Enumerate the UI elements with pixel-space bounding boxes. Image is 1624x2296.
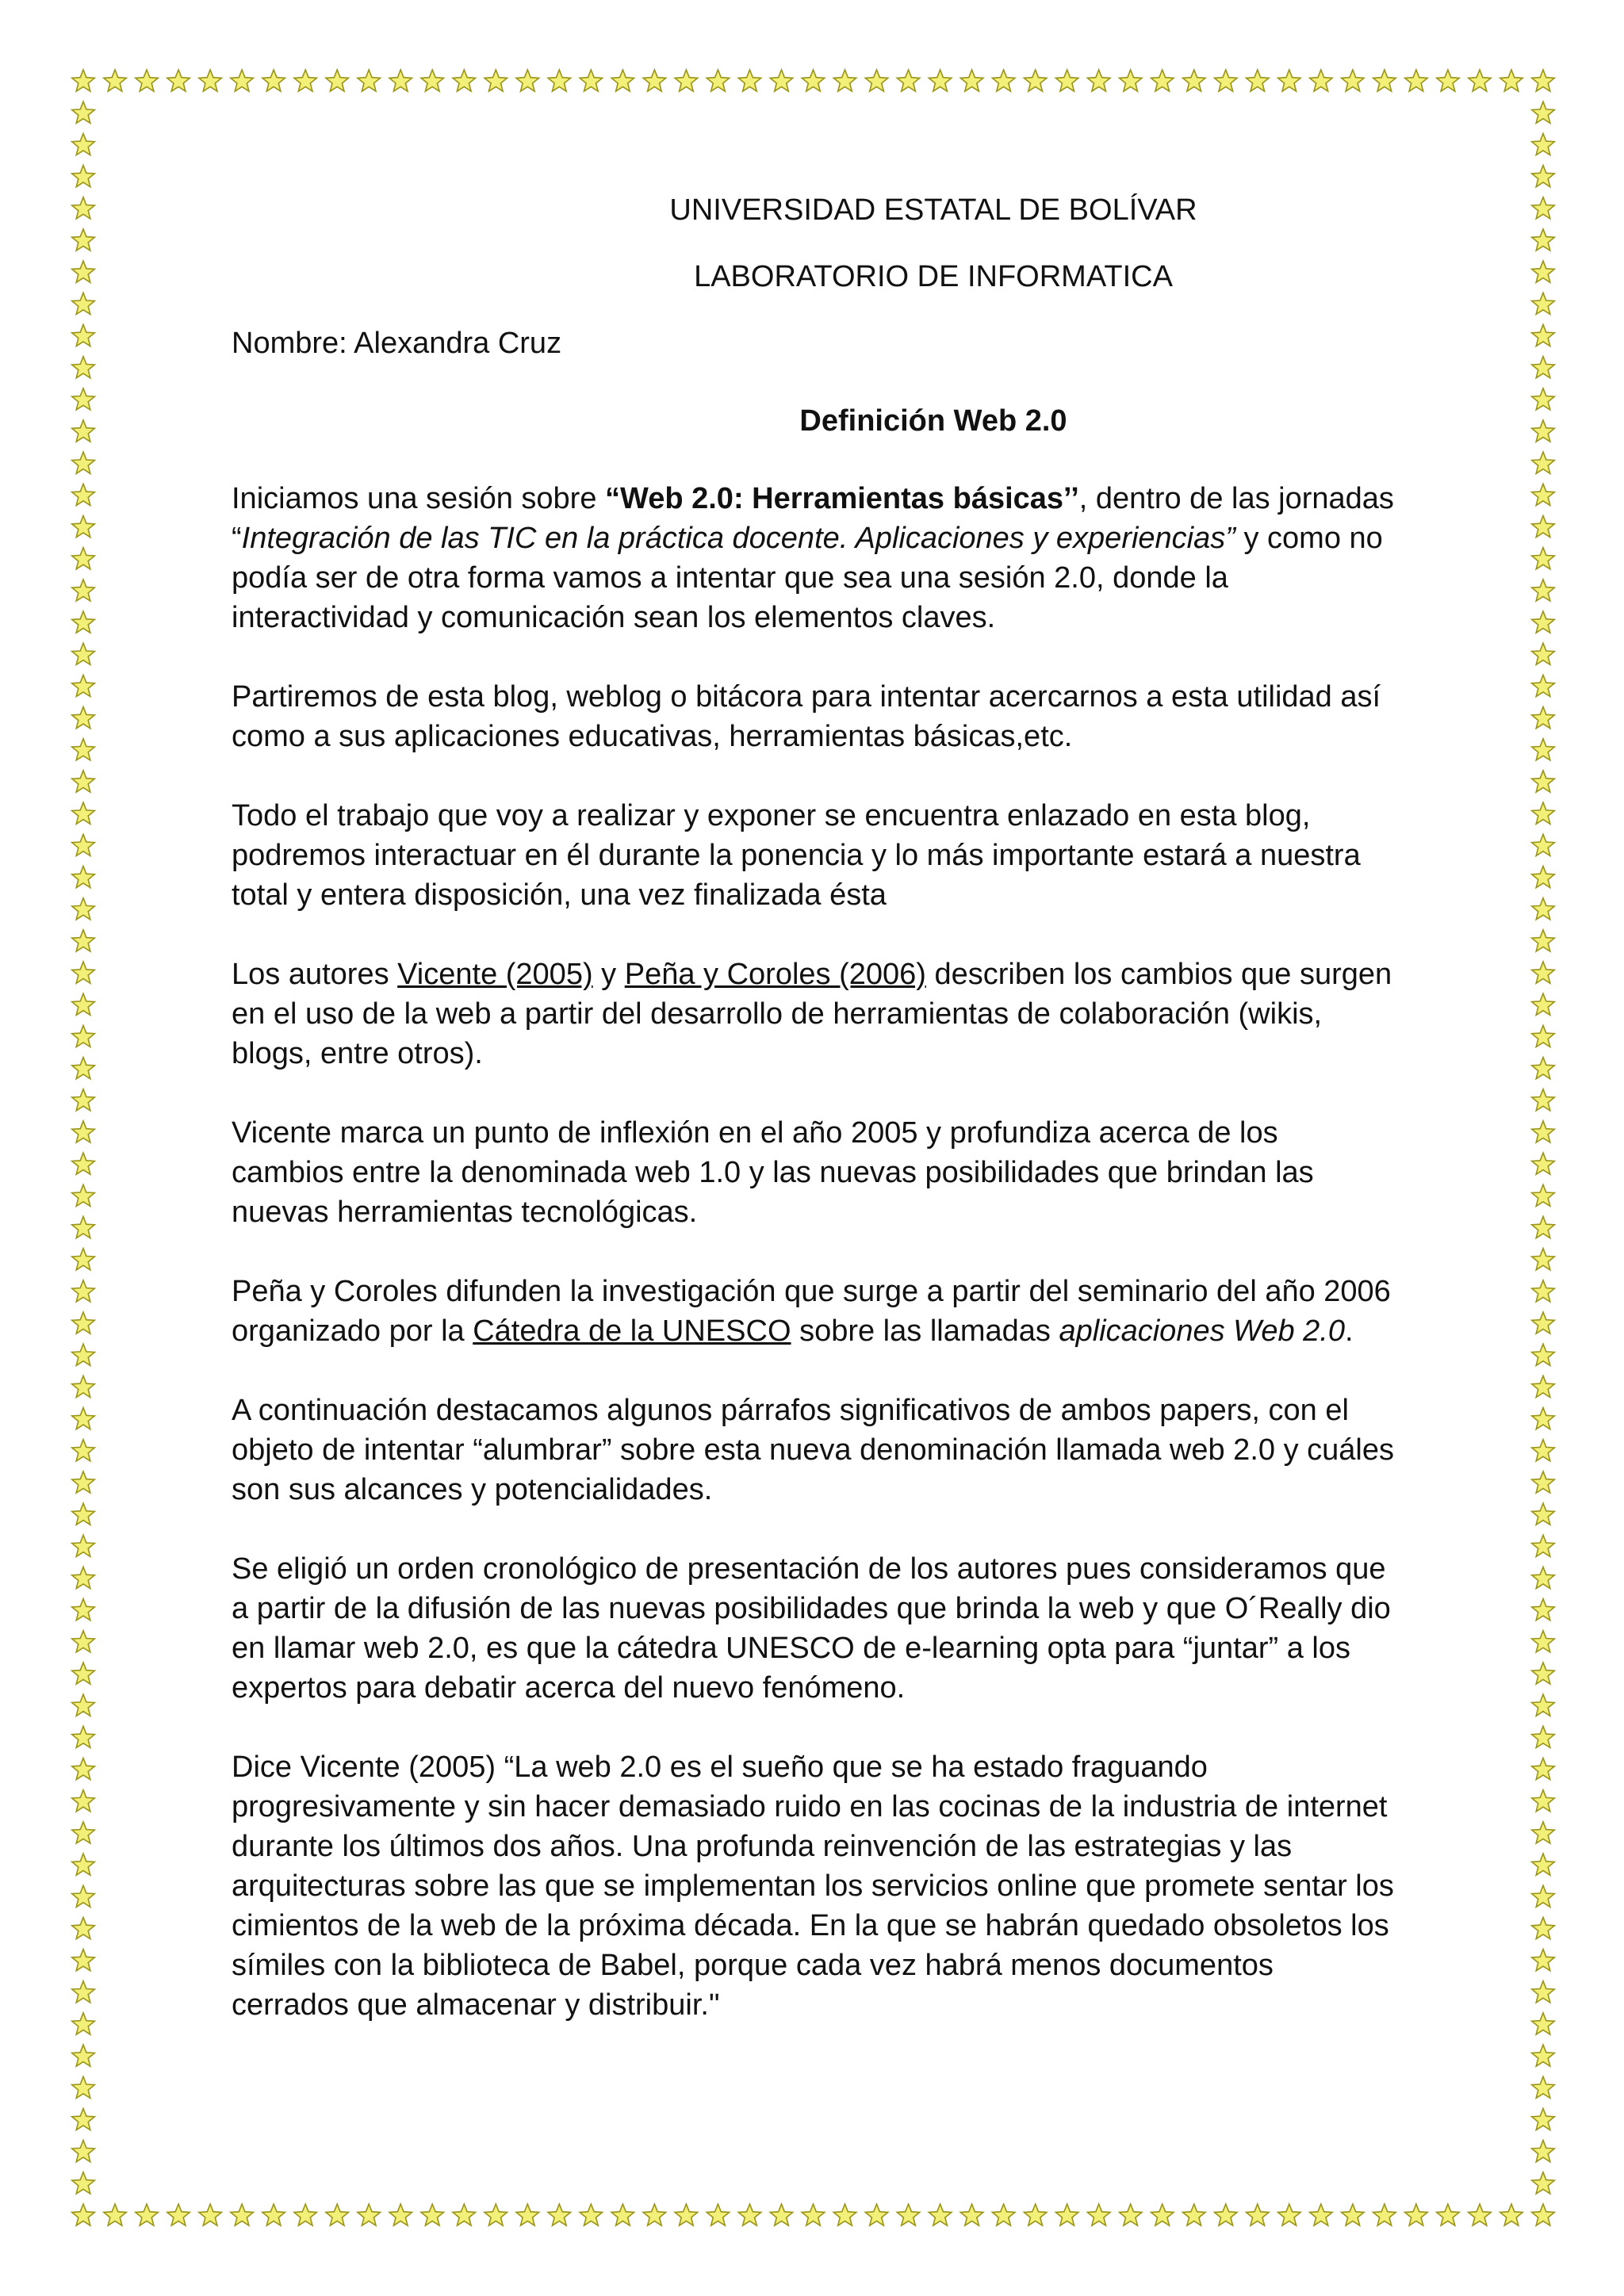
border-star-icon [1532,2141,1555,2162]
document-body [232,190,1397,2064]
border-star-icon [865,2204,888,2225]
border-star-icon [1532,1312,1555,1334]
paragraph-1 [232,479,1397,637]
border-star-icon [1310,70,1333,91]
border-star-icon [485,2204,508,2225]
border-star-icon [992,70,1015,91]
border-star-icon [1120,2204,1143,2225]
border-star-icon [421,2204,444,2225]
border-star-icon [611,70,634,91]
border-star-icon [1469,70,1492,91]
border-star-icon [72,1121,95,1142]
border-star-icon [1469,2204,1492,2225]
border-star-icon [1373,70,1396,91]
border-star-icon [1532,1790,1555,1812]
border-star-icon [580,2204,603,2225]
border-star-icon [231,2204,254,2225]
border-star-icon [1532,1408,1555,1429]
border-star-icon [1405,70,1428,91]
border-star-icon [72,802,95,824]
border-star-icon [1532,771,1555,792]
link-catedra-unesco[interactable]: Cátedra de la UNESCO [473,1314,791,1348]
border-star-icon [1532,1726,1555,1747]
border-star-icon [960,2204,983,2225]
border-star-icon [72,1312,95,1334]
border-star-icon [1500,2204,1523,2225]
border-star-icon [1278,70,1301,91]
border-star-icon [1532,2045,1555,2066]
border-star-icon [1532,834,1555,855]
paragraph-8: Se eligió un orden cronológico de presentación de los autores pues consideramos que a partir de la difusión de las nuevas posibilidades que brinda la web y que O´Really dio en llamar web 2.0, es que la cátedra UNESCO de e-learning opta para “juntar” a los expertos para debatir acerca del nuevo fenómeno. [232,1552,1391,1705]
border-star-icon [1532,739,1555,760]
border-star-icon [1532,675,1555,696]
border-star-icon [389,70,412,91]
border-star-icon [675,70,698,91]
border-star-icon [358,70,381,91]
border-star-icon [72,1440,95,1461]
border-star-icon [1532,580,1555,601]
lab-title: LABORATORIO DE INFORMATICA [694,260,1173,293]
border-star-icon [294,70,317,91]
border-star-icon [643,2204,666,2225]
border-star-icon [72,834,95,855]
paragraph-4 [232,955,1397,1073]
border-star-icon [453,70,476,91]
paragraph-3: Todo el trabajo que voy a realizar y exponer se encuentra enlazado en esta blog, podremos interactuar en él durante la ponencia y lo más importante estará a nuestra total y entera disposición, una vez finalizada ésta [232,799,1361,912]
border-star-icon [1532,930,1555,951]
student-name: Nombre: Alexandra Cruz [232,327,562,360]
border-star-icon [1532,1917,1555,1938]
border-star-icon [897,70,920,91]
border-star-icon [72,1917,95,1938]
border-star-icon [72,1503,95,1525]
border-star-icon [231,70,254,91]
border-star-icon [1532,2204,1555,2225]
border-star-icon [72,197,95,219]
border-star-icon [1405,2204,1428,2225]
border-star-icon [72,1631,95,1652]
border-star-icon [72,739,95,760]
border-star-icon [802,2204,825,2225]
border-star-icon [1373,2204,1396,2225]
p6-text-c: . [1344,1314,1354,1348]
border-star-icon [72,548,95,569]
border-star-icon [1532,1058,1555,1079]
paragraph-9: Dice Vicente (2005) “La web 2.0 es el sueño que se ha estado fraguando progresivamente y sin hacer demasiado ruido en las cocinas de la industria de internet durante los últimos dos años. Una profunda reinvención de las estrategias y las arquitecturas sobre las que se implementan los servicios online que promete sentar los cimientos de la web de la próxima década. En la que se habrán quedado obsoletos los símiles con la biblioteca de Babel, porque cada vez habrá menos documentos cerrados que almacenar y distribuir." [232,1751,1394,2022]
border-star-icon [72,707,95,729]
paragraph-2: Partiremos de esta blog, weblog o bitácora para intentar acercarnos a esta utilidad así como a sus aplicaciones educativas, herramientas básicas,etc. [232,680,1381,753]
border-star-icon [1532,962,1555,983]
border-star-icon [1183,2204,1206,2225]
border-star-icon [1532,420,1555,442]
border-star-icon [1532,1153,1555,1174]
border-star-icon [833,70,856,91]
border-star-icon [960,70,983,91]
border-star-icon [1532,229,1555,251]
border-star-icon [548,70,571,91]
border-star-icon [1183,70,1206,91]
border-star-icon [1437,70,1460,91]
border-star-icon [72,1758,95,1780]
p6-text-b: sobre las llamadas [791,1314,1059,1348]
border-star-icon [72,261,95,282]
border-star-icon [104,70,127,91]
section-heading: Definición Web 2.0 [799,404,1067,438]
border-star-icon [1532,1025,1555,1047]
border-star-icon [1024,70,1047,91]
border-star-icon [1532,1184,1555,1206]
border-star-icon [72,2045,95,2066]
border-star-icon [72,675,95,696]
border-star-icon [1532,1376,1555,1397]
border-star-icon [167,2204,190,2225]
border-star-icon [72,1950,95,1971]
border-star-icon [1532,2109,1555,2130]
border-star-icon [1532,1981,1555,2003]
border-star-icon [1532,1216,1555,1238]
border-star-icon [611,2204,634,2225]
border-star-icon [199,2204,222,2225]
border-star-icon [1532,1694,1555,1716]
border-star-icon [72,1025,95,1047]
border-star-icon [72,580,95,601]
border-star-icon [1532,1950,1555,1971]
border-star-icon [1120,70,1143,91]
p4-text-b: y [592,958,625,991]
border-star-icon [1532,324,1555,346]
link-vicente-2005[interactable]: Vicente (2005) [397,958,593,991]
border-star-icon [72,993,95,1015]
border-star-icon [929,2204,952,2225]
border-star-icon [770,2204,793,2225]
p1-italic-event: Integración de las TIC en la práctica docente. Aplicaciones y experiencias” [241,522,1235,555]
border-star-icon [262,70,285,91]
border-star-icon [72,1089,95,1111]
p6-italic-term: aplicaciones Web 2.0 [1059,1314,1345,1348]
border-star-icon [104,2204,127,2225]
border-star-icon [72,643,95,664]
border-star-icon [1532,484,1555,505]
border-star-icon [72,1376,95,1397]
border-star-icon [1532,993,1555,1015]
border-star-icon [1532,802,1555,824]
border-star-icon [1532,2076,1555,2098]
border-star-icon [136,70,159,91]
border-star-icon [675,2204,698,2225]
border-star-icon [72,133,95,155]
border-star-icon [1532,611,1555,633]
border-star-icon [1532,1854,1555,1875]
border-star-icon [1532,1503,1555,1525]
border-star-icon [1532,1535,1555,1556]
border-star-icon [770,70,793,91]
border-star-icon [1437,2204,1460,2225]
border-star-icon [72,611,95,633]
border-star-icon [1532,516,1555,538]
paragraph-5: Vicente marca un punto de inflexión en el año 2005 y profundiza acerca de los cambios entre la denominada web 1.0 y las nuevas posibilidades que brindan las nuevas herramientas tecnológicas. [232,1116,1314,1229]
border-star-icon [1532,133,1555,155]
border-star-icon [1532,898,1555,920]
border-star-icon [262,2204,285,2225]
border-star-icon [1532,1567,1555,1588]
border-star-icon [1532,101,1555,123]
border-star-icon [1532,1663,1555,1684]
border-star-icon [72,420,95,442]
border-star-icon [72,930,95,951]
border-star-icon [72,771,95,792]
p4-text-a: Los autores [232,958,398,991]
border-star-icon [72,324,95,346]
border-star-icon [738,2204,761,2225]
p1-bold-title: “Web 2.0: Herramientas básicas’’ [605,482,1079,515]
border-star-icon [1278,2204,1301,2225]
border-star-icon [1532,1471,1555,1493]
border-star-icon [1532,1280,1555,1302]
border-star-icon [72,516,95,538]
border-star-icon [72,166,95,187]
border-star-icon [1532,707,1555,729]
border-star-icon [1500,70,1523,91]
border-star-icon [1055,70,1078,91]
border-star-icon [1151,70,1174,91]
border-star-icon [516,70,539,91]
border-star-icon [1532,261,1555,282]
border-star-icon [929,70,952,91]
border-star-icon [1342,70,1365,91]
border-star-icon [199,70,222,91]
border-star-icon [136,2204,159,2225]
border-star-icon [72,1567,95,1588]
border-star-icon [72,2013,95,2034]
border-star-icon [72,1726,95,1747]
university-title: UNIVERSIDAD ESTATAL DE BOLÍVAR [669,193,1197,227]
border-star-icon [707,2204,730,2225]
border-star-icon [294,2204,317,2225]
border-star-icon [1532,70,1555,91]
border-star-icon [72,1599,95,1621]
border-star-icon [72,1822,95,1843]
border-star-icon [1532,548,1555,569]
border-star-icon [72,1854,95,1875]
border-star-icon [72,898,95,920]
border-star-icon [72,229,95,251]
border-star-icon [326,70,349,91]
border-star-icon [72,1790,95,1812]
border-star-icon [1087,2204,1110,2225]
border-star-icon [72,1249,95,1270]
border-star-icon [738,70,761,91]
p6-text-a: Peña y Coroles difunden la investigación que surge a partir del seminario del año 2006 organizado por la [232,1275,1391,1348]
border-star-icon [72,1663,95,1684]
border-star-icon [1532,293,1555,314]
border-star-icon [72,1184,95,1206]
border-star-icon [72,1885,95,1907]
border-star-icon [1151,2204,1174,2225]
border-star-icon [548,2204,571,2225]
border-star-icon [72,293,95,314]
border-star-icon [72,357,95,378]
border-star-icon [1055,2204,1078,2225]
border-star-icon [72,484,95,505]
border-star-icon [1532,1599,1555,1621]
border-star-icon [1532,1758,1555,1780]
border-star-icon [1532,1885,1555,1907]
border-star-icon [72,867,95,888]
border-star-icon [1532,1249,1555,1270]
border-star-icon [992,2204,1015,2225]
border-star-icon [167,70,190,91]
border-star-icon [358,2204,381,2225]
border-star-icon [1532,1089,1555,1111]
border-star-icon [1532,1440,1555,1461]
p4-text-c: describen los cambios que surgen en el uso de la web a partir del desarrollo de herramientas de colaboración (wikis, blogs, entre otros). [232,958,1392,1070]
border-star-icon [72,101,95,123]
p1-text-c: , dentro de las jornadas “ [232,482,1394,555]
border-star-icon [72,2076,95,2098]
border-star-icon [485,70,508,91]
border-star-icon [1532,357,1555,378]
border-star-icon [72,452,95,473]
border-star-icon [72,1694,95,1716]
border-star-icon [1532,1631,1555,1652]
border-star-icon [72,1535,95,1556]
border-star-icon [72,1280,95,1302]
p1-text-a: Iniciamos una sesión sobre [232,482,606,515]
border-star-icon [1215,2204,1238,2225]
border-star-icon [1532,1822,1555,1843]
border-star-icon [72,2172,95,2194]
border-star-icon [1532,388,1555,410]
border-star-icon [580,70,603,91]
border-star-icon [1532,452,1555,473]
border-star-icon [72,1408,95,1429]
border-star-icon [326,2204,349,2225]
border-star-icon [72,388,95,410]
paragraph-7: A continuación destacamos algunos párrafos significativos de ambos papers, con el objeto de intentar “alumbrar” sobre esta nueva denominación llamada web 2.0 y cuáles son sus alcances y potencialidades. [232,1394,1394,1506]
border-star-icon [1532,643,1555,664]
border-star-icon [516,2204,539,2225]
border-star-icon [1342,2204,1365,2225]
border-star-icon [1247,2204,1270,2225]
border-star-icon [1532,1344,1555,1365]
border-star-icon [1215,70,1238,91]
border-star-icon [72,962,95,983]
border-star-icon [72,1344,95,1365]
border-star-icon [1024,2204,1047,2225]
border-star-icon [72,2109,95,2130]
p1-text-e: y como no podía ser de otra forma vamos a intentar que sea una sesión 2.0, donde la interactividad y comunicación sean los elementos claves. [232,522,1383,634]
border-star-icon [1532,166,1555,187]
border-star-icon [1087,70,1110,91]
border-star-icon [421,70,444,91]
border-star-icon [72,1216,95,1238]
border-star-icon [1532,2172,1555,2194]
border-star-icon [1310,2204,1333,2225]
border-star-icon [72,1058,95,1079]
border-star-icon [1532,197,1555,219]
border-star-icon [897,2204,920,2225]
border-star-icon [389,2204,412,2225]
border-star-icon [72,2141,95,2162]
border-star-icon [72,70,95,91]
border-star-icon [707,70,730,91]
border-star-icon [72,1981,95,2003]
border-star-icon [72,2204,95,2225]
paragraph-6 [232,1272,1397,1351]
border-star-icon [72,1153,95,1174]
border-star-icon [643,70,666,91]
border-star-icon [833,2204,856,2225]
border-star-icon [865,70,888,91]
border-star-icon [1532,867,1555,888]
border-star-icon [72,1471,95,1493]
border-star-icon [1532,2013,1555,2034]
border-star-icon [1247,70,1270,91]
border-star-icon [802,70,825,91]
border-star-icon [453,2204,476,2225]
link-pena-coroles-2006[interactable]: Peña y Coroles (2006) [624,958,926,991]
border-star-icon [1532,1121,1555,1142]
